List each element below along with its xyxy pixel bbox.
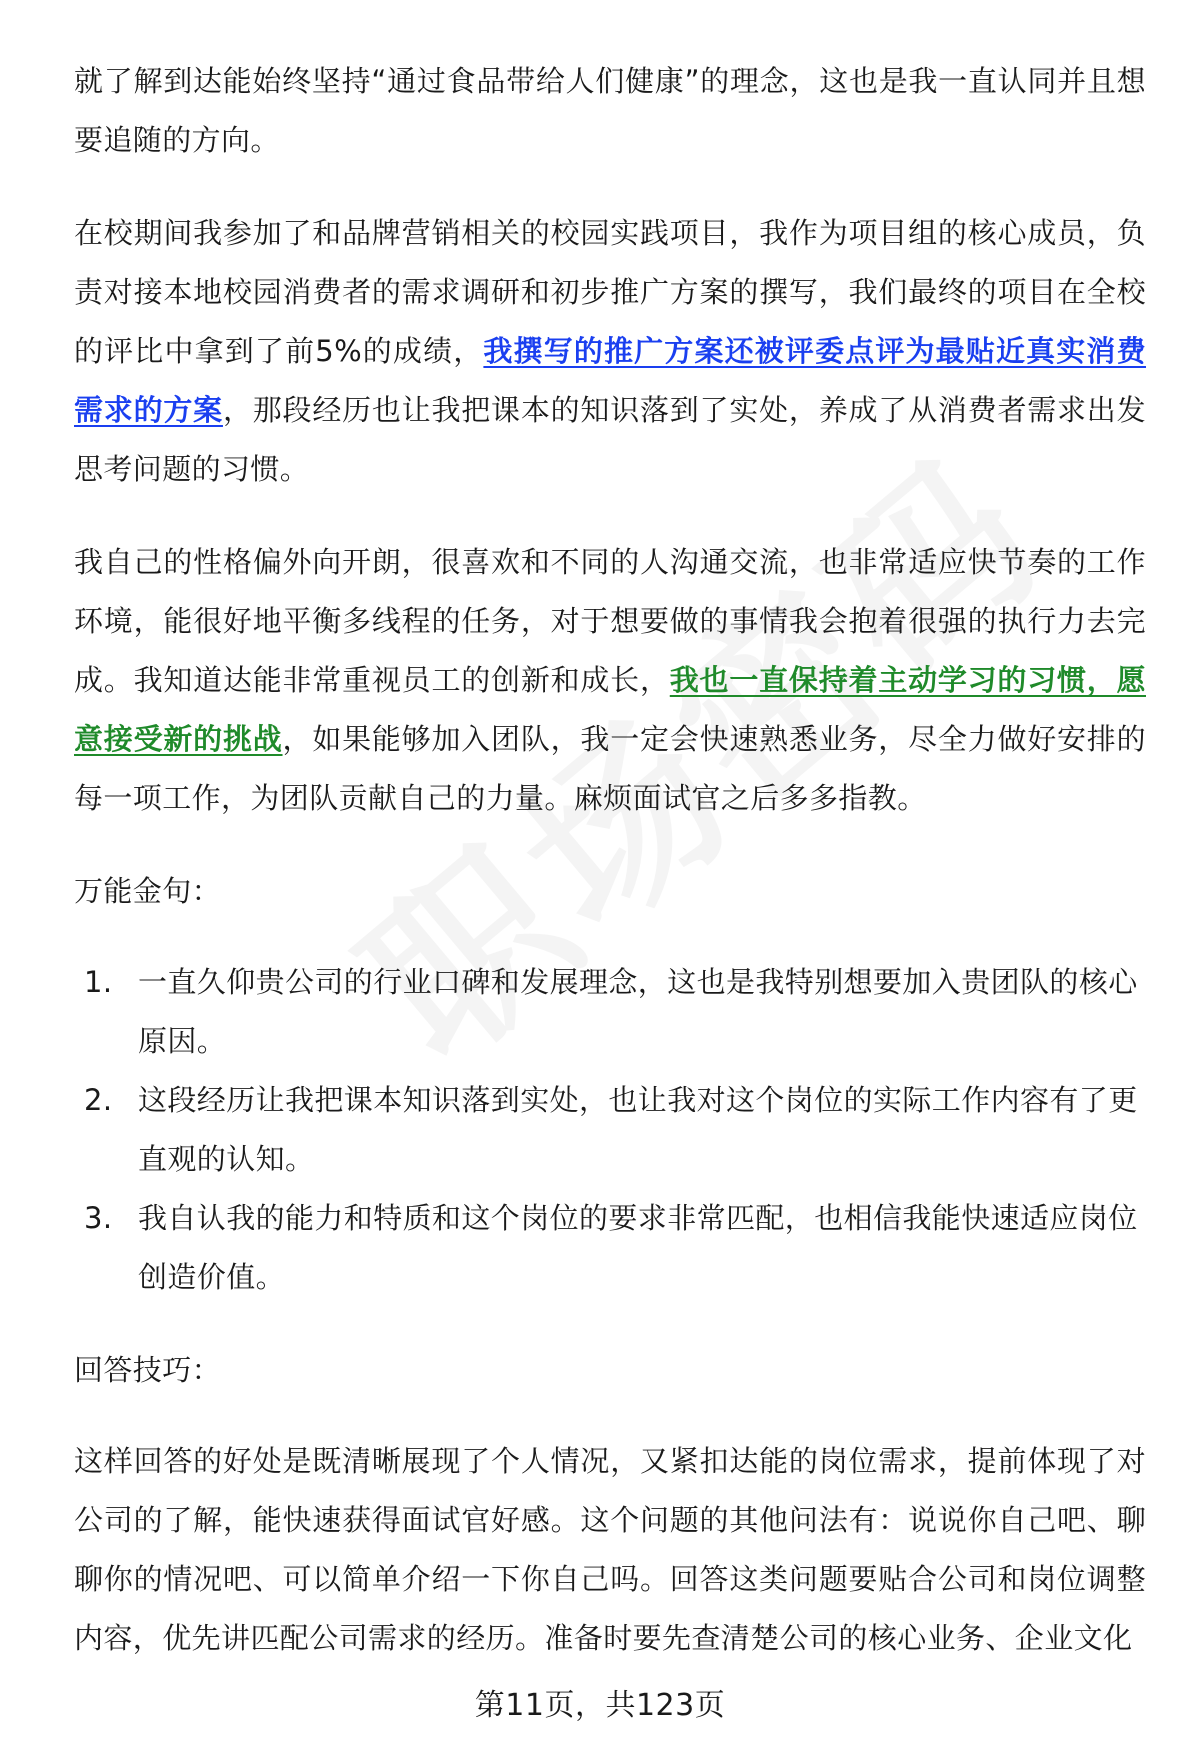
list-item (74, 1189, 1146, 1307)
paragraph-text: 这样回答的好处是既清晰展现了个人情况，又紧扣达能的岗位需求，提前体现了对公司的了解，能快速获得面试官好感。这个问题的其他问法有：说说你自己吧、聊聊你的情况吧、可以简单介绍一下你自己吗。回答这类问题要贴合公司和岗位调整内容，优先讲匹配公司需求的经历。准备时要先查清楚公司的核心业务、企业文化 (74, 1444, 1146, 1655)
paragraph-text: 就了解到达能始终坚持“通过食品带给人们健康”的理念，这也是我一直认同并且想要追随的方向。 (74, 64, 1146, 157)
paragraph-campus-project (74, 204, 1146, 499)
paragraph-text: 我自己的性格偏外向开朗，很喜欢和不同的人沟通交流，也非常适应快节奏的工作环境，能很好地平衡多线程的任务，对于想要做的事情我会抱着很强的执行力去完成。我知道达能非常重视员工的创新和成长， (74, 545, 1146, 697)
list-text: 我自认我的能力和特质和这个岗位的要求非常匹配，也相信我能快速适应岗位创造价值。 (138, 1201, 1138, 1294)
paragraph-personality (74, 533, 1146, 828)
list-number: 2. (84, 1083, 113, 1117)
paragraph-text: 在校期间我参加了和品牌营销相关的校园实践项目，我作为项目组的核心成员，负责对接本地校园消费者的需求调研和初步推广方案的撰写，我们最终的项目在全校的评比中拿到了前5%的成绩， (74, 216, 1146, 368)
paragraph-text: ，如果能够加入团队，我一定会快速熟悉业务，尽全力做好安排的每一项工作，为团队贡献自己的力量。麻烦面试官之后多多指教。 (74, 722, 1146, 815)
list-item (74, 1071, 1146, 1189)
paragraph-intro (74, 52, 1146, 170)
list-number: 3. (84, 1201, 113, 1235)
golden-sentences-heading: 万能金句： (74, 874, 222, 908)
answer-tips-heading: 回答技巧： (74, 1353, 222, 1387)
page-footer: 第11页，共123页 (474, 1688, 726, 1723)
document-page (74, 52, 1146, 1702)
paragraph-answer-tips (74, 1432, 1146, 1668)
highlight-blue-text: 我撰写的推广方案还被评委点评为最贴近真实消费需求的方案 (74, 334, 1146, 427)
list-number: 1. (84, 965, 113, 999)
golden-sentences-list (74, 953, 1146, 1307)
paragraph-text: ，那段经历也让我把课本的知识落到了实处，养成了从消费者需求出发思考问题的习惯。 (74, 393, 1146, 486)
list-text: 一直久仰贵公司的行业口碑和发展理念，这也是我特别想要加入贵团队的核心原因。 (138, 965, 1138, 1058)
list-item (74, 953, 1146, 1071)
highlight-green-text: 我也一直保持着主动学习的习惯，愿意接受新的挑战 (74, 663, 1146, 756)
list-text: 这段经历让我把课本知识落到实处，也让我对这个岗位的实际工作内容有了更直观的认知。 (138, 1083, 1138, 1176)
